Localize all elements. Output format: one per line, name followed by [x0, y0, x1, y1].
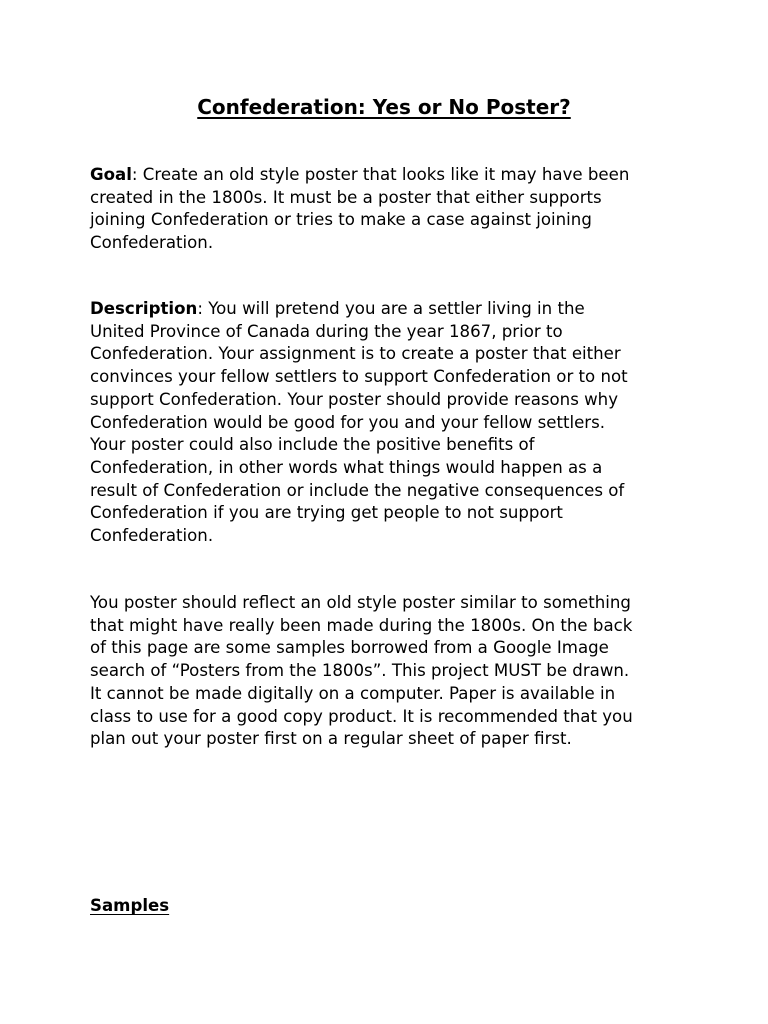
- document-title-text: Confederation: Yes or No Poster?: [197, 95, 571, 119]
- description-line: result of Confederation or include the negative consequences of: [90, 480, 625, 500]
- document-title: [0, 93, 768, 121]
- description-line: Confederation, in other words what things would happen as a: [90, 457, 603, 477]
- goal-line-text: : Create an old style poster that looks like it may have been: [131, 165, 630, 184]
- poster-line: that might have really been made during the 1800s. On the back: [90, 615, 633, 635]
- poster-line: search of “Posters from the 1800s”. This project MUST be drawn.: [90, 661, 630, 681]
- goal-paragraph: [90, 164, 690, 255]
- description-line: Confederation would be good for you and your fellow settlers.: [90, 412, 606, 432]
- description-line: convinces your fellow settlers to support Confederation or to not: [90, 367, 628, 387]
- description-line: support Confederation. Your poster should provide reasons why: [90, 389, 619, 409]
- description-label: Description: [90, 299, 198, 318]
- description-line: Your poster could also include the positive benefits of: [90, 435, 535, 455]
- goal-line: joining Confederation or tries to make a case against joining: [90, 210, 592, 230]
- samples-heading: Samples: [90, 896, 170, 915]
- poster-paragraph: [90, 592, 690, 751]
- poster-line: You poster should reflect an old style poster similar to something: [90, 593, 631, 612]
- poster-line: plan out your poster first on a regular sheet of paper first.: [90, 729, 572, 749]
- goal-line: created in the 1800s. It must be a poster that either supports: [90, 187, 602, 207]
- description-paragraph: [90, 298, 690, 548]
- description-line: Confederation if you are trying get people to not support: [90, 503, 563, 523]
- goal-label: Goal: [90, 165, 132, 184]
- description-line: United Province of Canada during the year 1867, prior to: [90, 321, 563, 341]
- poster-line: class to use for a good copy product. It is recommended that you: [90, 706, 633, 726]
- poster-line: It cannot be made digitally on a computer. Paper is available in: [90, 683, 616, 703]
- description-line: Confederation.: [90, 526, 214, 546]
- description-line: Confederation. Your assignment is to create a poster that either: [90, 344, 621, 364]
- description-line-text: : You will pretend you are a settler living in the: [197, 299, 585, 318]
- goal-line: Confederation.: [90, 233, 214, 253]
- goal-line: [90, 164, 690, 187]
- poster-line: of this page are some samples borrowed from a Google Image: [90, 638, 609, 658]
- description-line: [90, 298, 690, 321]
